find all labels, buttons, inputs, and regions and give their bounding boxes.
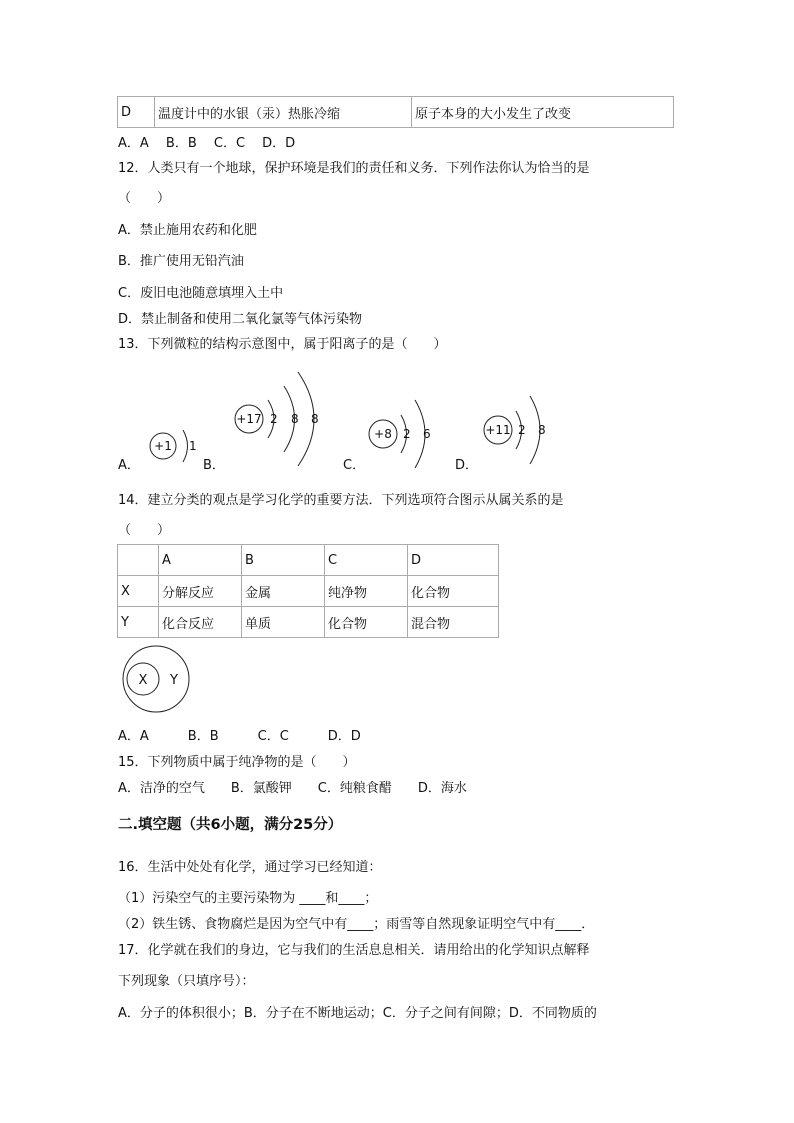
q12-option-b: B．推广使用无铅汽油 bbox=[118, 254, 244, 269]
q14-paren: （ ） bbox=[118, 523, 171, 538]
q15-options: A．洁净的空气 B．氯酸钾 C．纯粮食醋 D．海水 bbox=[118, 781, 467, 796]
q16-part2: （2）铁生锈、食物腐烂是因为空气中有____；雨雪等自然现象证明空气中有____． bbox=[118, 917, 595, 932]
q12-option-a: A．禁止施用农药和化肥 bbox=[118, 223, 257, 238]
shell-electrons: 6 bbox=[423, 427, 431, 441]
q13-stem: 13．下列微粒的结构示意图中，属于阳离子的是（ ） bbox=[118, 337, 447, 352]
shell-electrons: 1 bbox=[189, 439, 197, 453]
q13-label-d: D． bbox=[455, 458, 479, 473]
q13-label-a: A． bbox=[118, 458, 140, 473]
venn-diagram bbox=[118, 645, 198, 715]
q13-label-c: C． bbox=[343, 458, 366, 473]
row-label: D bbox=[118, 97, 155, 128]
q12-stem: 12．人类只有一个地球，保护环境是我们的责任和义务．下列作法你认为恰当的是 bbox=[118, 161, 590, 176]
table-cell: 混合物 bbox=[408, 607, 499, 638]
outer-label: Y bbox=[170, 673, 178, 688]
q12-option-c: C．废旧电池随意填埋入土中 bbox=[118, 286, 284, 301]
nucleus-charge: +1 bbox=[154, 439, 172, 453]
nucleus-charge: +17 bbox=[236, 412, 262, 426]
q17-line3: A．分子的体积很小；B．分子在不断地运动；C．分子之间有间隙；D．不同物质的 bbox=[118, 1006, 597, 1021]
table-cell: 纯净物 bbox=[325, 576, 408, 607]
electron-shell bbox=[183, 430, 188, 462]
inner-label: X bbox=[138, 673, 148, 688]
shell-electrons: 2 bbox=[403, 427, 411, 441]
header-cell: C bbox=[325, 545, 408, 576]
table-row bbox=[118, 97, 674, 128]
q14-stem: 14．建立分类的观点是学习化学的重要方法．下列选项符合图示从属关系的是 bbox=[118, 493, 564, 508]
header-cell bbox=[118, 545, 159, 576]
classification-table bbox=[117, 544, 499, 638]
shell-electrons: 2 bbox=[518, 423, 526, 437]
nucleus-charge: +11 bbox=[485, 423, 511, 437]
atom-diagram-a bbox=[150, 430, 197, 462]
phenomenon-cell: 温度计中的水银（汞）热胀冷缩 bbox=[155, 97, 412, 128]
header-cell: A bbox=[159, 545, 242, 576]
q16-stem: 16．生活中处处有化学，通过学习已经知道： bbox=[118, 860, 382, 875]
q16-part1: （1）污染空气的主要污染物为 ____和____； bbox=[118, 891, 378, 906]
q11-options: A．A B．B C．C D．D bbox=[118, 136, 296, 151]
table-cell: 化合物 bbox=[325, 607, 408, 638]
table-cell: X bbox=[118, 576, 159, 607]
table-row bbox=[118, 576, 499, 607]
table-row bbox=[118, 545, 499, 576]
q11-table bbox=[117, 96, 674, 128]
explanation-cell: 原子本身的大小发生了改变 bbox=[412, 97, 674, 128]
shell-electrons: 8 bbox=[291, 412, 299, 426]
table-cell: 化合物 bbox=[408, 576, 499, 607]
q17-line1: 17．化学就在我们的身边，它与我们的生活息息相关．请用给出的化学知识点解释 bbox=[118, 943, 590, 958]
q14-options: A．A B．B C．C D．D bbox=[118, 729, 361, 744]
shell-electrons: 8 bbox=[538, 423, 546, 437]
table-cell: 单质 bbox=[242, 607, 325, 638]
table-cell: 化合反应 bbox=[159, 607, 242, 638]
q12-paren: （ ） bbox=[118, 191, 171, 206]
q12-option-d: D．禁止制备和使用二氧化氯等气体污染物 bbox=[118, 312, 363, 327]
atom-diagram-d bbox=[484, 396, 546, 464]
shell-electrons: 2 bbox=[270, 412, 278, 426]
section-heading: 二.填空题（共6小题，满分25分） bbox=[118, 817, 343, 833]
table-cell: 金属 bbox=[242, 576, 325, 607]
header-cell: B bbox=[242, 545, 325, 576]
nucleus-charge: +8 bbox=[374, 427, 392, 441]
header-cell: D bbox=[408, 545, 499, 576]
q13-label-b: B． bbox=[203, 458, 225, 473]
table-cell: Y bbox=[118, 607, 159, 638]
shell-electrons: 8 bbox=[311, 412, 319, 426]
atom-diagram-c bbox=[369, 400, 431, 468]
atom-diagram-b bbox=[235, 372, 319, 466]
outer-circle-y bbox=[123, 646, 189, 712]
q15-stem: 15．下列物质中属于纯净物的是（ ） bbox=[118, 755, 356, 770]
table-cell: 分解反应 bbox=[159, 576, 242, 607]
table-row bbox=[118, 607, 499, 638]
q17-line2: 下列现象（只填序号）： bbox=[118, 974, 255, 989]
